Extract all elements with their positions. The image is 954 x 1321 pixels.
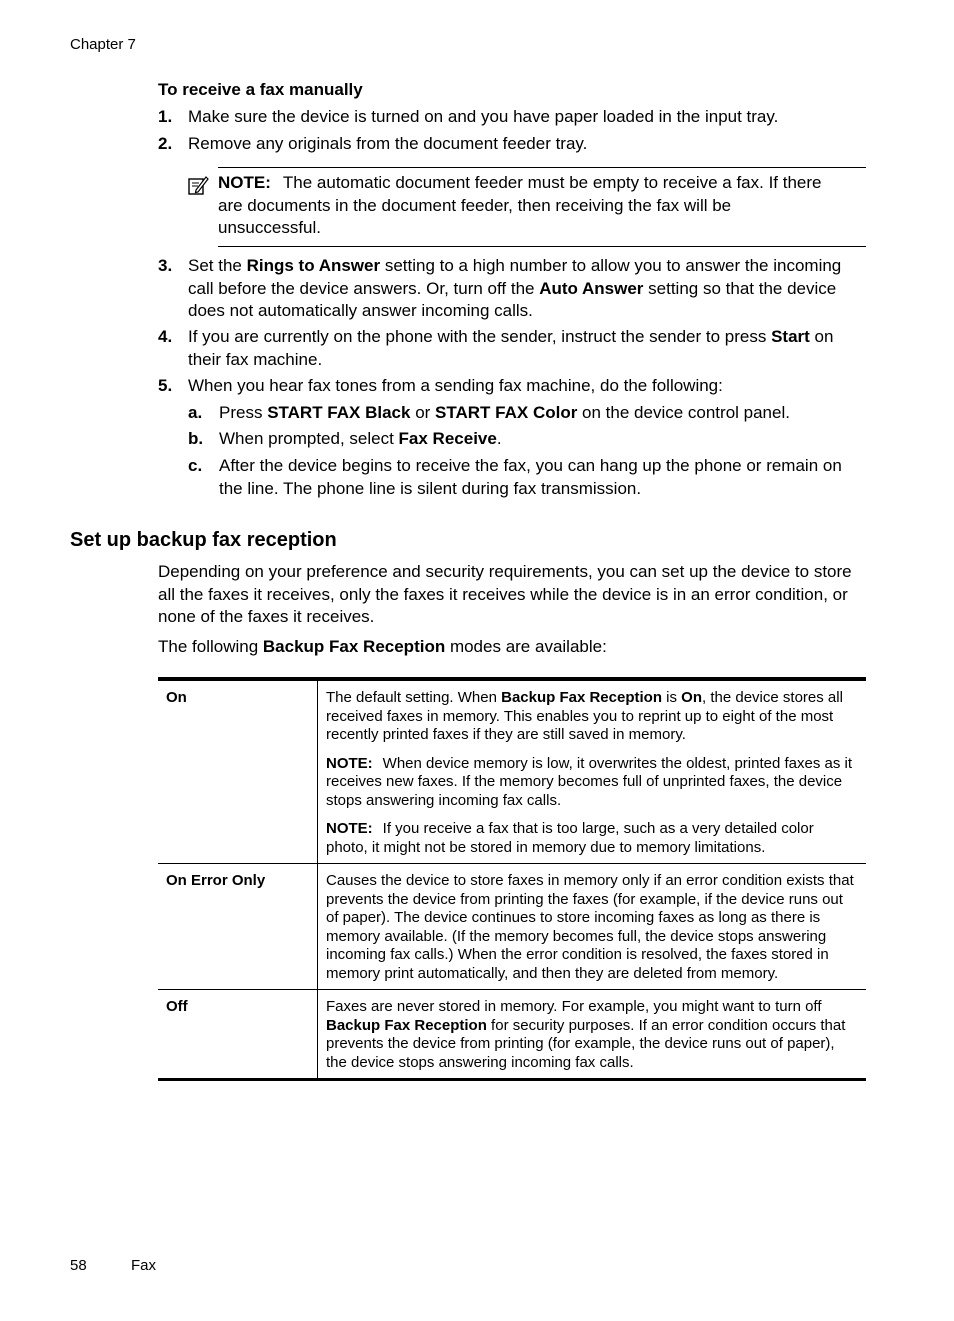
button-name: Start xyxy=(771,327,810,346)
substep-text: After the device begins to receive the fax, you can hang up the phone or remain on the line. The phone line is silent during fax transmission. xyxy=(219,456,842,498)
table-note: NOTE: If you receive a fax that is too large, such as a very detailed color photo, it might not be stored in memory due to memory limitations. xyxy=(326,820,814,856)
step-number: 2. xyxy=(158,134,173,153)
page-number: 58 xyxy=(70,1257,87,1274)
substep-a xyxy=(188,402,868,425)
step-text: Remove any originals from the document feeder tray. xyxy=(188,134,588,153)
mode-description: Causes the device to store faxes in memory only if an error condition exists that prevents the device from printing the faxes (for example, if the device runs out of paper). The device continues to store incoming faxes as long as there is memory available. (If the memory becomes full, the device stops answering incoming fax calls.) When the error condition is resolved, the faxes stored in memory print automatically, and then they are deleted from memory. xyxy=(318,864,867,990)
substep-b xyxy=(188,428,868,451)
table-note: NOTE: When device memory is low, it overwrites the oldest, printed faxes as it receives new faxes. If the memory becomes full of unprinted faxes, the device stops answering incoming fax calls. xyxy=(326,754,853,809)
note-pencil-icon xyxy=(187,174,209,196)
step-4 xyxy=(158,326,868,371)
modes-intro: The following Backup Fax Reception modes are available: xyxy=(158,637,607,656)
step-number: 5. xyxy=(158,376,173,395)
mode-name: Off xyxy=(158,990,318,1080)
footer-section: Fax xyxy=(131,1257,157,1274)
substep-letter: a. xyxy=(188,403,203,422)
step-number: 4. xyxy=(158,327,173,346)
note-text xyxy=(218,172,838,240)
substep-letter: b. xyxy=(188,429,204,448)
substep-text: When prompted, select Fax Receive. xyxy=(219,429,502,448)
step-text: Make sure the device is turned on and you have paper loaded in the input tray. xyxy=(188,107,779,126)
mode-description: The default setting. When Backup Fax Reception is On, the device stores all received faxes in memory. This enables you to reprint up to eight of the most recently printed faxes if they are still saved in memory. NOTE: When device memory is low, it overwrites the oldest, printed faxes as it receives new faxes. If the memory becomes full of unprinted faxes, the device stops answering incoming fax calls. NOTE: If you receive a fax that is too large, such as a very detailed color photo, it might not be stored in memory due to memory limitations. xyxy=(318,679,867,864)
table-row xyxy=(158,990,866,1080)
step-number: 3. xyxy=(158,256,173,275)
step-5 xyxy=(158,375,868,398)
step-3 xyxy=(158,255,868,323)
backup-modes-table xyxy=(158,677,866,1081)
step-text: Set the Rings to Answer setting to a high number to allow you to answer the incoming call before the device answers. Or, turn off the Auto Answer setting so that the device does not automatically answer incoming calls. xyxy=(188,256,842,320)
setting-name: Auto Answer xyxy=(539,278,644,298)
mode-name: On xyxy=(158,679,318,864)
table-row xyxy=(158,679,866,864)
mode-description: Faxes are never stored in memory. For example, you might want to turn off Backup Fax Reception for security purposes. If an error condition occurs that prevents the device from printing (for example, the device runs out of paper), the device stops answering incoming fax calls. xyxy=(318,990,867,1080)
mode-name: On Error Only xyxy=(158,864,318,990)
step-2 xyxy=(158,133,868,156)
step-number: 1. xyxy=(158,107,173,126)
chapter-header: Chapter 7 xyxy=(70,36,136,53)
note-label: NOTE: xyxy=(218,173,271,192)
substep-letter: c. xyxy=(188,456,203,475)
step-text: When you hear fax tones from a sending fax machine, do the following: xyxy=(188,376,723,395)
substep-text: Press START FAX Black or START FAX Color on the device control panel. xyxy=(219,403,790,422)
section-intro: Depending on your preference and security requirements, you can set up the device to store all the faxes it receives, only the faxes it receives while the device is in an error condition, or none of the faxes it receives. xyxy=(158,562,852,626)
note-body: The automatic document feeder must be empty to receive a fax. If there are documents in the document feeder, then receiving the fax will be unsuccessful. xyxy=(218,173,822,237)
setting-name: Rings to Answer xyxy=(246,256,381,275)
step-1 xyxy=(158,106,868,129)
table-row xyxy=(158,864,866,990)
substep-c xyxy=(188,455,868,500)
step-text: If you are currently on the phone with the sender, instruct the sender to press Start on their fax machine. xyxy=(188,327,834,369)
section-heading: Set up backup fax reception xyxy=(70,529,337,551)
procedure-title: To receive a fax manually xyxy=(158,80,363,99)
